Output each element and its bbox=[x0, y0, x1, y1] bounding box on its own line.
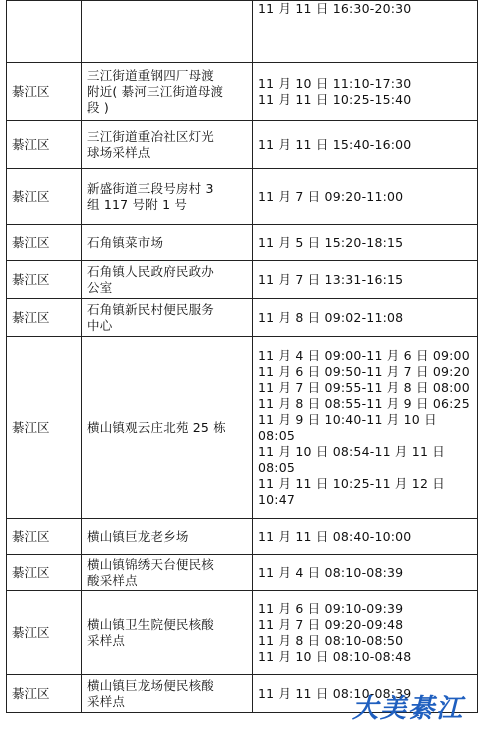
time-cell bbox=[253, 519, 478, 555]
table-row bbox=[7, 519, 478, 555]
site-line: 附近( 綦河三江街道母渡 bbox=[87, 83, 224, 99]
time-line: 11 月 8 日 08:10-08:50 bbox=[258, 632, 404, 648]
time-cell bbox=[253, 225, 478, 261]
site-cell bbox=[82, 555, 253, 591]
district-cell: 綦江区 bbox=[7, 261, 82, 299]
time-line: 11 月 10 日 08:10-08:48 bbox=[258, 648, 412, 664]
site-line: 采样点 bbox=[87, 632, 126, 648]
site-line: 石角镇人民政府民政办 bbox=[87, 263, 215, 279]
time-line: 11 月 11 日 16:30-20:30 bbox=[258, 1, 412, 16]
site-line: 三江街道重冶社区灯光 bbox=[87, 128, 215, 144]
site-line: 横山镇巨龙老乡场 bbox=[87, 528, 189, 544]
time-line: 11 月 8 日 08:55-11 月 9 日 06:25 bbox=[258, 395, 470, 411]
site-line: 石角镇新民村便民服务 bbox=[87, 301, 215, 317]
district-cell: 綦江区 bbox=[7, 337, 82, 519]
district-cell: 綦江区 bbox=[7, 675, 82, 713]
time-line: 11 月 7 日 09:20-11:00 bbox=[258, 188, 404, 204]
time-line: 11 月 6 日 09:10-09:39 bbox=[258, 600, 404, 616]
site-line: 横山镇巨龙场便民核酸 bbox=[87, 677, 215, 693]
district-cell: 綦江区 bbox=[7, 169, 82, 225]
time-line: 11 月 7 日 13:31-16:15 bbox=[258, 271, 404, 287]
table-row bbox=[7, 169, 478, 225]
site-cell bbox=[82, 121, 253, 169]
table-row bbox=[7, 337, 478, 519]
time-cell bbox=[253, 555, 478, 591]
district-cell: 綦江区 bbox=[7, 63, 82, 121]
time-line: 11 月 8 日 09:02-11:08 bbox=[258, 309, 404, 325]
district-cell: 綦江区 bbox=[7, 225, 82, 261]
time-line: 11 月 11 日 15:40-16:00 bbox=[258, 136, 412, 152]
table-row bbox=[7, 299, 478, 337]
site-line: 中心 bbox=[87, 317, 113, 333]
site-cell bbox=[82, 299, 253, 337]
time-line: 11 月 11 日 08:10-08:39 bbox=[258, 685, 412, 701]
time-cell bbox=[253, 1, 478, 63]
time-line: 11 月 4 日 08:10-08:39 bbox=[258, 564, 404, 580]
table-row bbox=[7, 63, 478, 121]
time-line: 11 月 4 日 09:00-11 月 6 日 09:00 bbox=[258, 347, 470, 363]
time-line: 11 月 11 日 08:40-10:00 bbox=[258, 528, 412, 544]
time-line: 11 月 11 日 10:25-11 月 12 日 bbox=[258, 475, 445, 491]
district-cell: 綦江区 bbox=[7, 555, 82, 591]
district-cell bbox=[7, 1, 82, 63]
table-row bbox=[7, 1, 478, 63]
time-cell bbox=[253, 337, 478, 519]
time-line: 11 月 7 日 09:20-09:48 bbox=[258, 616, 404, 632]
site-line: 采样点 bbox=[87, 693, 126, 709]
district-cell: 綦江区 bbox=[7, 519, 82, 555]
time-line: 11 月 5 日 15:20-18:15 bbox=[258, 234, 404, 250]
time-cell bbox=[253, 169, 478, 225]
time-line: 08:05 bbox=[258, 427, 296, 443]
site-line: 球场采样点 bbox=[87, 144, 151, 160]
time-line: 11 月 10 日 11:10-17:30 bbox=[258, 75, 412, 91]
time-line: 08:05 bbox=[258, 459, 296, 475]
time-cell bbox=[253, 63, 478, 121]
time-line: 11 月 7 日 09:55-11 月 8 日 08:00 bbox=[258, 379, 470, 395]
site-line: 石角镇菜市场 bbox=[87, 234, 164, 250]
site-cell bbox=[82, 1, 253, 63]
time-line: 10:47 bbox=[258, 491, 296, 507]
site-line: 酸采样点 bbox=[87, 572, 138, 588]
time-line: 11 月 11 日 10:25-15:40 bbox=[258, 91, 412, 107]
site-cell bbox=[82, 169, 253, 225]
site-cell bbox=[82, 337, 253, 519]
time-cell bbox=[253, 261, 478, 299]
table-row bbox=[7, 591, 478, 675]
time-line: 11 月 9 日 10:40-11 月 10 日 bbox=[258, 411, 437, 427]
site-line: 横山镇锦绣天台便民核 bbox=[87, 556, 215, 572]
site-cell bbox=[82, 63, 253, 121]
locations-table bbox=[6, 0, 478, 713]
table-row bbox=[7, 225, 478, 261]
table-row bbox=[7, 261, 478, 299]
time-line: 11 月 10 日 08:54-11 月 11 日 bbox=[258, 443, 445, 459]
district-cell: 綦江区 bbox=[7, 591, 82, 675]
time-cell bbox=[253, 299, 478, 337]
site-cell bbox=[82, 675, 253, 713]
site-cell bbox=[82, 519, 253, 555]
district-cell: 綦江区 bbox=[7, 121, 82, 169]
site-cell bbox=[82, 225, 253, 261]
district-cell: 綦江区 bbox=[7, 299, 82, 337]
site-line: 组 117 号附 1 号 bbox=[87, 196, 188, 212]
time-line: 11 月 6 日 09:50-11 月 7 日 09:20 bbox=[258, 363, 470, 379]
site-cell bbox=[82, 261, 253, 299]
site-line: 公室 bbox=[87, 279, 113, 295]
site-line: 三江街道重钢四厂母渡 bbox=[87, 67, 215, 83]
site-line: 横山镇观云庄北苑 25 栋 bbox=[87, 419, 226, 435]
watermark-logo: 大美綦江 bbox=[351, 694, 464, 724]
site-line: 横山镇卫生院便民核酸 bbox=[87, 616, 215, 632]
site-line: 段 ) bbox=[87, 99, 109, 115]
table-row bbox=[7, 121, 478, 169]
site-cell bbox=[82, 591, 253, 675]
time-cell bbox=[253, 121, 478, 169]
site-line: 新盛街道三段号房村 3 bbox=[87, 180, 214, 196]
time-cell bbox=[253, 591, 478, 675]
table-row bbox=[7, 555, 478, 591]
